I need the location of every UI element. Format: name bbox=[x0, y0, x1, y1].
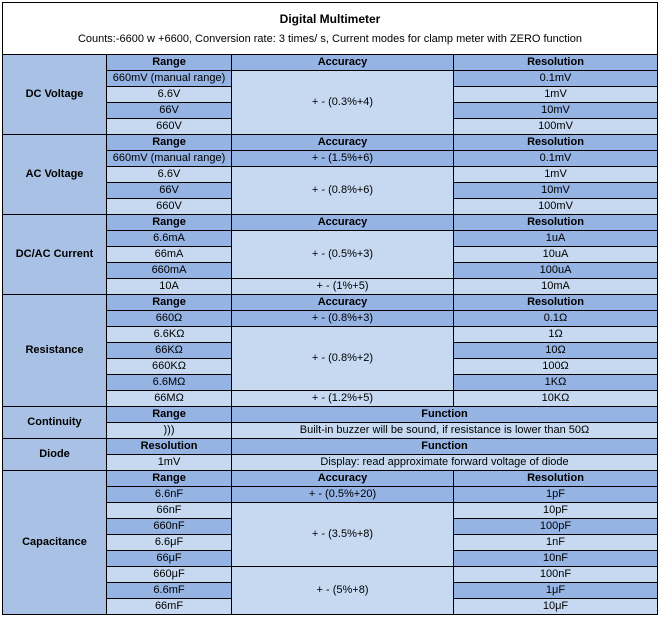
spec-table bbox=[2, 2, 658, 615]
range-cell: 660V bbox=[107, 199, 232, 215]
accuracy-cell: + - (1%+5) bbox=[232, 279, 454, 295]
range-cell: 6.6MΩ bbox=[107, 375, 232, 391]
column-header-resolution: Resolution bbox=[454, 471, 658, 487]
range-cell: ))) bbox=[107, 423, 232, 439]
range-cell: 66V bbox=[107, 183, 232, 199]
range-cell: 66MΩ bbox=[107, 391, 232, 407]
resolution-cell: 10pF bbox=[454, 503, 658, 519]
resolution-cell: 0.1mV bbox=[454, 71, 658, 87]
accuracy-cell: + - (3.5%+8) bbox=[232, 503, 454, 567]
accuracy-cell: + - (0.8%+6) bbox=[232, 167, 454, 215]
category-capacitance: Capacitance bbox=[3, 471, 107, 615]
table-row bbox=[3, 407, 658, 423]
category-diode: Diode bbox=[3, 439, 107, 471]
resolution-cell: 100mV bbox=[454, 199, 658, 215]
function-cell: Built-in buzzer will be sound, if resistance is lower than 50Ω bbox=[232, 423, 658, 439]
resolution-cell: 1mV bbox=[107, 455, 232, 471]
resolution-cell: 1uA bbox=[454, 231, 658, 247]
table-row bbox=[3, 215, 658, 231]
range-cell: 660mV (manual range) bbox=[107, 151, 232, 167]
range-cell: 66mF bbox=[107, 599, 232, 615]
resolution-cell: 100Ω bbox=[454, 359, 658, 375]
column-header-resolution: Resolution bbox=[454, 135, 658, 151]
column-header-range: Range bbox=[107, 407, 232, 423]
resolution-cell: 0.1Ω bbox=[454, 311, 658, 327]
column-header-accuracy: Accuracy bbox=[232, 215, 454, 231]
range-cell: 6.6V bbox=[107, 87, 232, 103]
range-cell: 660Ω bbox=[107, 311, 232, 327]
column-header-resolution: Resolution bbox=[454, 55, 658, 71]
range-cell: 660mV (manual range) bbox=[107, 71, 232, 87]
resolution-cell: 1pF bbox=[454, 487, 658, 503]
range-cell: 6.6KΩ bbox=[107, 327, 232, 343]
accuracy-cell: + - (0.5%+20) bbox=[232, 487, 454, 503]
range-cell: 660nF bbox=[107, 519, 232, 535]
resolution-cell: 10Ω bbox=[454, 343, 658, 359]
column-header-accuracy: Accuracy bbox=[232, 295, 454, 311]
column-header-range: Range bbox=[107, 471, 232, 487]
table-row bbox=[3, 439, 658, 455]
range-cell: 66KΩ bbox=[107, 343, 232, 359]
resolution-cell: 1mV bbox=[454, 167, 658, 183]
range-cell: 10A bbox=[107, 279, 232, 295]
range-cell: 660μF bbox=[107, 567, 232, 583]
resolution-cell: 1nF bbox=[454, 535, 658, 551]
resolution-cell: 1μF bbox=[454, 583, 658, 599]
resolution-cell: 10uA bbox=[454, 247, 658, 263]
range-cell: 66nF bbox=[107, 503, 232, 519]
range-cell: 66μF bbox=[107, 551, 232, 567]
function-cell: Display: read approximate forward voltage of diode bbox=[232, 455, 658, 471]
range-cell: 6.6mF bbox=[107, 583, 232, 599]
resolution-cell: 0.1mV bbox=[454, 151, 658, 167]
header-row bbox=[3, 3, 658, 55]
header-cell bbox=[3, 3, 658, 55]
resolution-cell: 1mV bbox=[454, 87, 658, 103]
page-title: Digital Multimeter bbox=[279, 12, 381, 26]
resolution-cell: 100uA bbox=[454, 263, 658, 279]
resolution-cell: 10mV bbox=[454, 103, 658, 119]
resolution-cell: 1KΩ bbox=[454, 375, 658, 391]
range-cell: 6.6μF bbox=[107, 535, 232, 551]
column-header-accuracy: Accuracy bbox=[232, 471, 454, 487]
category-ac-voltage: AC Voltage bbox=[3, 135, 107, 215]
resolution-cell: 10KΩ bbox=[454, 391, 658, 407]
page-subtitle: Counts:-6600 w +6600, Conversion rate: 3 times/ s, Current modes for clamp meter with ZERO function bbox=[77, 33, 583, 45]
resolution-cell: 10mV bbox=[454, 183, 658, 199]
accuracy-cell: + - (0.8%+2) bbox=[232, 327, 454, 391]
column-header-accuracy: Accuracy bbox=[232, 55, 454, 71]
table-row bbox=[3, 55, 658, 71]
resolution-cell: 10nF bbox=[454, 551, 658, 567]
range-cell: 660mA bbox=[107, 263, 232, 279]
accuracy-cell: + - (0.3%+4) bbox=[232, 71, 454, 135]
category-dc-ac-current: DC/AC Current bbox=[3, 215, 107, 295]
category-resistance: Resistance bbox=[3, 295, 107, 407]
accuracy-cell: + - (1.5%+6) bbox=[232, 151, 454, 167]
range-cell: 66V bbox=[107, 103, 232, 119]
resolution-cell: 10mA bbox=[454, 279, 658, 295]
range-cell: 6.6V bbox=[107, 167, 232, 183]
range-cell: 660V bbox=[107, 119, 232, 135]
resolution-cell: 100mV bbox=[454, 119, 658, 135]
table-row bbox=[3, 135, 658, 151]
accuracy-cell: + - (1.2%+5) bbox=[232, 391, 454, 407]
range-cell: 66mA bbox=[107, 247, 232, 263]
column-header-function: Function bbox=[232, 407, 658, 423]
accuracy-cell: + - (0.5%+3) bbox=[232, 231, 454, 279]
column-header-range: Range bbox=[107, 215, 232, 231]
accuracy-cell: + - (0.8%+3) bbox=[232, 311, 454, 327]
table-row bbox=[3, 295, 658, 311]
column-header-resolution: Resolution bbox=[454, 295, 658, 311]
category-continuity: Continuity bbox=[3, 407, 107, 439]
range-cell: 6.6nF bbox=[107, 487, 232, 503]
resolution-cell: 100pF bbox=[454, 519, 658, 535]
resolution-cell: 100nF bbox=[454, 567, 658, 583]
column-header-accuracy: Accuracy bbox=[232, 135, 454, 151]
column-header-range: Range bbox=[107, 55, 232, 71]
range-cell: 6.6mA bbox=[107, 231, 232, 247]
category-dc-voltage: DC Voltage bbox=[3, 55, 107, 135]
table-row bbox=[3, 471, 658, 487]
resolution-cell: 10μF bbox=[454, 599, 658, 615]
column-header-range: Range bbox=[107, 135, 232, 151]
resolution-cell: 1Ω bbox=[454, 327, 658, 343]
column-header-resolution: Resolution bbox=[107, 439, 232, 455]
column-header-resolution: Resolution bbox=[454, 215, 658, 231]
accuracy-cell: + - (5%+8) bbox=[232, 567, 454, 615]
range-cell: 660KΩ bbox=[107, 359, 232, 375]
column-header-function: Function bbox=[232, 439, 658, 455]
column-header-range: Range bbox=[107, 295, 232, 311]
